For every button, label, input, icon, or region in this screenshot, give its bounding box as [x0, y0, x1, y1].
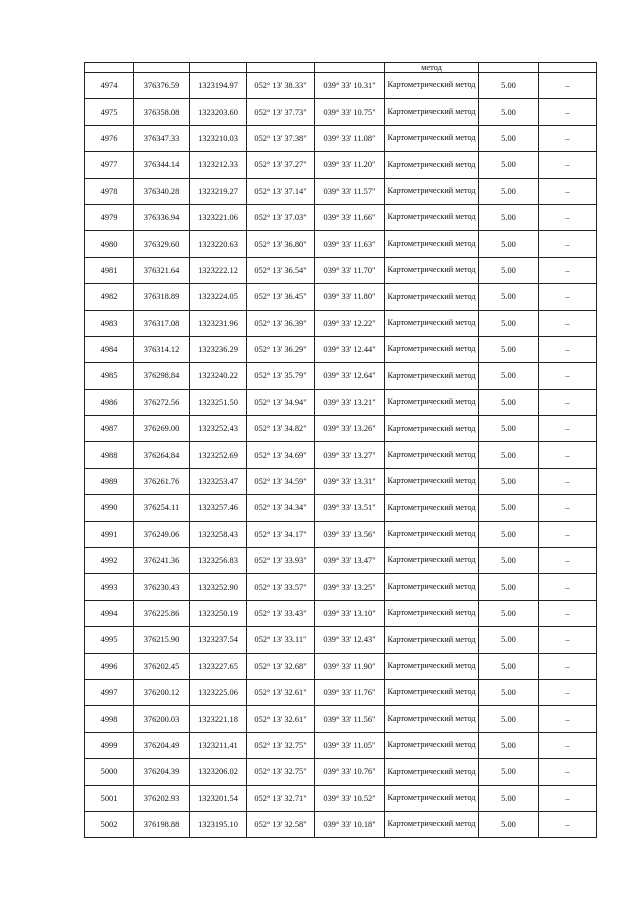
cell-y: 1323250.19	[190, 600, 247, 626]
cell-method: Картометрический метод	[385, 521, 479, 547]
cell-point-number: 4990	[85, 495, 134, 521]
cell-note: –	[539, 495, 597, 521]
cell-accuracy: 5.00	[479, 363, 539, 389]
cell-note: –	[539, 574, 597, 600]
cell-longitude: 039° 33' 13.21"	[315, 389, 385, 415]
cell-x: 376241.36	[134, 548, 190, 574]
cell-longitude: 039° 33' 11.57"	[315, 178, 385, 204]
cell-y: 1323257.46	[190, 495, 247, 521]
cell-latitude: 052° 13' 37.73"	[247, 99, 315, 125]
cell-x: 376347.33	[134, 125, 190, 151]
cell-y: 1323253.47	[190, 468, 247, 494]
cell-method: Картометрический метод	[385, 627, 479, 653]
cell-x: 376230.43	[134, 574, 190, 600]
cell-y: 1323195.10	[190, 811, 247, 837]
cell-method: Картометрический метод	[385, 759, 479, 785]
cell-y: 1323211.41	[190, 732, 247, 758]
cell-y: 1323219.27	[190, 178, 247, 204]
cell-point-number: 4989	[85, 468, 134, 494]
cell-note: –	[539, 152, 597, 178]
cell-latitude: 052° 13' 33.11"	[247, 627, 315, 653]
table-row	[85, 600, 597, 626]
table-row	[85, 732, 597, 758]
cell-y: 1323222.12	[190, 257, 247, 283]
cell-latitude: 052° 13' 35.79"	[247, 363, 315, 389]
cell-method: Картометрический метод	[385, 363, 479, 389]
cell-latitude: 052° 13' 32.75"	[247, 732, 315, 758]
document-page	[84, 62, 597, 838]
cell-accuracy: 5.00	[479, 495, 539, 521]
cell-x: 376314.12	[134, 336, 190, 362]
cell-longitude: 039° 33' 11.70"	[315, 257, 385, 283]
cell-latitude: 052° 13' 34.59"	[247, 468, 315, 494]
cell-y: 1323237.54	[190, 627, 247, 653]
table-row	[85, 231, 597, 257]
cell-point-number: 4981	[85, 257, 134, 283]
cell-method: Картометрический метод	[385, 653, 479, 679]
cell-note: –	[539, 73, 597, 99]
coordinates-table	[84, 62, 597, 838]
cell-note: –	[539, 310, 597, 336]
cell-method: Картометрический метод	[385, 152, 479, 178]
cell-x: 376249.06	[134, 521, 190, 547]
cell-y: 1323224.05	[190, 284, 247, 310]
cell-y: 1323194.97	[190, 73, 247, 99]
cell-longitude: 039° 33' 10.52"	[315, 785, 385, 811]
cell-latitude: 052° 13' 34.69"	[247, 442, 315, 468]
cell-latitude: 052° 13' 37.27"	[247, 152, 315, 178]
table-row	[85, 152, 597, 178]
cell-note: –	[539, 759, 597, 785]
cell-accuracy: 5.00	[479, 416, 539, 442]
cell-accuracy: 5.00	[479, 732, 539, 758]
cell-note: –	[539, 627, 597, 653]
cell-accuracy: 5.00	[479, 627, 539, 653]
cell-point-number: 4983	[85, 310, 134, 336]
cell-y: 1323227.65	[190, 653, 247, 679]
cell-x: 376215.90	[134, 627, 190, 653]
table-row	[85, 548, 597, 574]
cell-method: Картометрический метод	[385, 600, 479, 626]
table-row	[85, 574, 597, 600]
table-row	[85, 257, 597, 283]
cell-longitude: 039° 33' 10.31"	[315, 73, 385, 99]
cell-longitude: 039° 33' 13.47"	[315, 548, 385, 574]
cell-note: –	[539, 653, 597, 679]
cell-method: Картометрический метод	[385, 125, 479, 151]
cell-method: Картометрический метод	[385, 416, 479, 442]
cell-latitude: 052° 13' 34.34"	[247, 495, 315, 521]
table-row	[85, 442, 597, 468]
cell-method: Картометрический метод	[385, 732, 479, 758]
cell-y: 1323212.33	[190, 152, 247, 178]
cell-latitude: 052° 13' 36.29"	[247, 336, 315, 362]
cell-longitude: 039° 33' 12.44"	[315, 336, 385, 362]
cell-method: Картометрический метод	[385, 257, 479, 283]
cell-point-number: 4985	[85, 363, 134, 389]
table-body	[85, 63, 597, 838]
cell-longitude: 039° 33' 11.20"	[315, 152, 385, 178]
cell-point-number: 4978	[85, 178, 134, 204]
cell-x: 376254.11	[134, 495, 190, 521]
cell-latitude: 052° 13' 34.17"	[247, 521, 315, 547]
cell-method: Картометрический метод	[385, 785, 479, 811]
cell-note: –	[539, 99, 597, 125]
cell-accuracy: 5.00	[479, 204, 539, 230]
cell-longitude: 039° 33' 13.27"	[315, 442, 385, 468]
cell-longitude: 039° 33' 11.08"	[315, 125, 385, 151]
cell-y: 1323206.02	[190, 759, 247, 785]
cell-accuracy: 5.00	[479, 152, 539, 178]
cell-longitude: 039° 33' 11.63"	[315, 231, 385, 257]
cell-latitude: 052° 13' 32.61"	[247, 679, 315, 705]
cell-longitude: 039° 33' 13.56"	[315, 521, 385, 547]
table-row	[85, 416, 597, 442]
cell-x: 376344.14	[134, 152, 190, 178]
cell	[85, 63, 134, 73]
cell-y: 1323240.22	[190, 363, 247, 389]
table-row	[85, 178, 597, 204]
cell-latitude: 052° 13' 32.68"	[247, 653, 315, 679]
cell-method: Картометрический метод	[385, 548, 479, 574]
cell-latitude: 052° 13' 32.71"	[247, 785, 315, 811]
cell-method: Картометрический метод	[385, 442, 479, 468]
cell-latitude: 052° 13' 37.38"	[247, 125, 315, 151]
cell	[134, 63, 190, 73]
cell-note: –	[539, 732, 597, 758]
cell-longitude: 039° 33' 13.51"	[315, 495, 385, 521]
cell-accuracy: 5.00	[479, 178, 539, 204]
table-row	[85, 811, 597, 837]
cell-accuracy: 5.00	[479, 99, 539, 125]
cell-y: 1323236.29	[190, 336, 247, 362]
cell-point-number: 4982	[85, 284, 134, 310]
cell-longitude: 039° 33' 13.31"	[315, 468, 385, 494]
table-row	[85, 627, 597, 653]
cell-point-number: 4997	[85, 679, 134, 705]
cell-latitude: 052° 13' 36.80"	[247, 231, 315, 257]
cell-method: Картометрический метод	[385, 468, 479, 494]
cell-latitude: 052° 13' 36.45"	[247, 284, 315, 310]
cell-point-number: 4992	[85, 548, 134, 574]
table-row	[85, 310, 597, 336]
cell-point-number: 4987	[85, 416, 134, 442]
cell-accuracy: 5.00	[479, 73, 539, 99]
cell-x: 376298.84	[134, 363, 190, 389]
cell-x: 376340.28	[134, 178, 190, 204]
cell-method: Картометрический метод	[385, 679, 479, 705]
table-row	[85, 204, 597, 230]
cell-note: –	[539, 548, 597, 574]
cell-x: 376200.03	[134, 706, 190, 732]
cell-x: 376204.49	[134, 732, 190, 758]
cell-note: –	[539, 284, 597, 310]
cell-point-number: 4984	[85, 336, 134, 362]
cell-point-number: 4976	[85, 125, 134, 151]
cell-x: 376269.00	[134, 416, 190, 442]
cell-note: –	[539, 336, 597, 362]
cell-accuracy: 5.00	[479, 284, 539, 310]
cell-note: –	[539, 600, 597, 626]
cell-accuracy: 5.00	[479, 706, 539, 732]
cell-method: Картометрический метод	[385, 284, 479, 310]
cell-longitude: 039° 33' 13.25"	[315, 574, 385, 600]
cell-note: –	[539, 416, 597, 442]
cell-y: 1323252.43	[190, 416, 247, 442]
table-row	[85, 99, 597, 125]
cell-point-number: 4986	[85, 389, 134, 415]
cell-point-number: 4979	[85, 204, 134, 230]
table-row	[85, 468, 597, 494]
cell-method: Картометрический метод	[385, 574, 479, 600]
cell-note: –	[539, 125, 597, 151]
cell-point-number: 4996	[85, 653, 134, 679]
cell-accuracy: 5.00	[479, 811, 539, 837]
cell-point-number: 4974	[85, 73, 134, 99]
cell-y: 1323221.18	[190, 706, 247, 732]
cell-accuracy: 5.00	[479, 574, 539, 600]
cell-longitude: 039° 33' 11.76"	[315, 679, 385, 705]
cell-point-number: 4988	[85, 442, 134, 468]
cell-y: 1323252.69	[190, 442, 247, 468]
cell-point-number: 4977	[85, 152, 134, 178]
table-row	[85, 521, 597, 547]
table-row	[85, 389, 597, 415]
cell-y: 1323221.06	[190, 204, 247, 230]
cell-method: Картометрический метод	[385, 73, 479, 99]
cell-accuracy: 5.00	[479, 679, 539, 705]
cell-accuracy: 5.00	[479, 548, 539, 574]
cell-longitude: 039° 33' 11.56"	[315, 706, 385, 732]
cell-accuracy: 5.00	[479, 442, 539, 468]
cell-method: Картометрический метод	[385, 310, 479, 336]
cell-point-number: 4995	[85, 627, 134, 653]
cell-point-number: 4999	[85, 732, 134, 758]
cell-x: 376202.45	[134, 653, 190, 679]
cell-point-number: 4994	[85, 600, 134, 626]
cell-y: 1323203.60	[190, 99, 247, 125]
table-row	[85, 73, 597, 99]
table-row	[85, 653, 597, 679]
cell-x: 376317.08	[134, 310, 190, 336]
cell-note: –	[539, 706, 597, 732]
cell-method: Картометрический метод	[385, 706, 479, 732]
cell-latitude: 052° 13' 38.33"	[247, 73, 315, 99]
cell-note: –	[539, 442, 597, 468]
cell-note: –	[539, 257, 597, 283]
cell	[247, 63, 315, 73]
cell-x: 376202.93	[134, 785, 190, 811]
cell-note: –	[539, 363, 597, 389]
cell-accuracy: 5.00	[479, 600, 539, 626]
table-row	[85, 759, 597, 785]
cell-x: 376376.59	[134, 73, 190, 99]
cell-point-number: 4975	[85, 99, 134, 125]
cell-point-number: 5000	[85, 759, 134, 785]
cell-latitude: 052° 13' 33.43"	[247, 600, 315, 626]
cell-y: 1323258.43	[190, 521, 247, 547]
cell	[539, 63, 597, 73]
cell-accuracy: 5.00	[479, 336, 539, 362]
cell-accuracy: 5.00	[479, 389, 539, 415]
cell-y: 1323225.06	[190, 679, 247, 705]
cell-latitude: 052° 13' 36.54"	[247, 257, 315, 283]
cell-point-number: 4993	[85, 574, 134, 600]
cell-longitude: 039° 33' 12.43"	[315, 627, 385, 653]
table-row	[85, 363, 597, 389]
cell-x: 376272.56	[134, 389, 190, 415]
cell-x: 376200.12	[134, 679, 190, 705]
cell	[190, 63, 247, 73]
cell-longitude: 039° 33' 10.76"	[315, 759, 385, 785]
cell	[315, 63, 385, 73]
cell-note: –	[539, 389, 597, 415]
cell-x: 376261.76	[134, 468, 190, 494]
cell-method: Картометрический метод	[385, 495, 479, 521]
cell-longitude: 039° 33' 12.64"	[315, 363, 385, 389]
cell-note: –	[539, 178, 597, 204]
cell-x: 376318.89	[134, 284, 190, 310]
cell-accuracy: 5.00	[479, 125, 539, 151]
cell-note: –	[539, 679, 597, 705]
cell-method: Картометрический метод	[385, 99, 479, 125]
table-row	[85, 785, 597, 811]
cell-accuracy: 5.00	[479, 759, 539, 785]
cell-longitude: 039° 33' 10.18"	[315, 811, 385, 837]
table-row	[85, 706, 597, 732]
cell-y: 1323201.54	[190, 785, 247, 811]
cell-method: Картометрический метод	[385, 204, 479, 230]
cell-note: –	[539, 811, 597, 837]
cell-method: Картометрический метод	[385, 178, 479, 204]
cell-point-number: 4980	[85, 231, 134, 257]
continuation-row	[85, 63, 597, 73]
cell-latitude: 052° 13' 34.94"	[247, 389, 315, 415]
cell-y: 1323252.90	[190, 574, 247, 600]
table-row	[85, 284, 597, 310]
cell-longitude: 039° 33' 12.22"	[315, 310, 385, 336]
cell-longitude: 039° 33' 13.10"	[315, 600, 385, 626]
cell-latitude: 052° 13' 32.61"	[247, 706, 315, 732]
cell-latitude: 052° 13' 33.57"	[247, 574, 315, 600]
cell-accuracy: 5.00	[479, 310, 539, 336]
cell-latitude: 052° 13' 32.58"	[247, 811, 315, 837]
cell-y: 1323220.63	[190, 231, 247, 257]
table-row	[85, 336, 597, 362]
cell-point-number: 5001	[85, 785, 134, 811]
table-row	[85, 679, 597, 705]
cell-y: 1323251.50	[190, 389, 247, 415]
cell-y: 1323231.96	[190, 310, 247, 336]
cell-latitude: 052° 13' 32.75"	[247, 759, 315, 785]
cell-note: –	[539, 204, 597, 230]
cell-accuracy: 5.00	[479, 521, 539, 547]
table-row	[85, 125, 597, 151]
cell-point-number: 4991	[85, 521, 134, 547]
table-row	[85, 495, 597, 521]
cell-accuracy: 5.00	[479, 653, 539, 679]
cell-accuracy: 5.00	[479, 468, 539, 494]
cell-x: 376198.88	[134, 811, 190, 837]
cell-longitude: 039° 33' 11.80"	[315, 284, 385, 310]
cell-latitude: 052° 13' 36.39"	[247, 310, 315, 336]
cell-x: 376264.84	[134, 442, 190, 468]
cell-x: 376225.86	[134, 600, 190, 626]
cell-longitude: 039° 33' 11.66"	[315, 204, 385, 230]
cell-x: 376358.08	[134, 99, 190, 125]
cell-longitude: 039° 33' 11.90"	[315, 653, 385, 679]
cell-accuracy: 5.00	[479, 231, 539, 257]
cell	[479, 63, 539, 73]
cell-latitude: 052° 13' 37.03"	[247, 204, 315, 230]
cell-note: –	[539, 468, 597, 494]
cell-y: 1323256.83	[190, 548, 247, 574]
cell-method: метод	[385, 63, 479, 73]
cell-longitude: 039° 33' 10.75"	[315, 99, 385, 125]
cell-note: –	[539, 521, 597, 547]
cell-latitude: 052° 13' 33.93"	[247, 548, 315, 574]
cell-point-number: 5002	[85, 811, 134, 837]
cell-x: 376336.94	[134, 204, 190, 230]
cell-accuracy: 5.00	[479, 785, 539, 811]
cell-latitude: 052° 13' 37.14"	[247, 178, 315, 204]
cell-note: –	[539, 785, 597, 811]
cell-method: Картометрический метод	[385, 231, 479, 257]
cell-point-number: 4998	[85, 706, 134, 732]
cell-longitude: 039° 33' 11.05"	[315, 732, 385, 758]
cell-method: Картометрический метод	[385, 389, 479, 415]
cell-latitude: 052° 13' 34.82"	[247, 416, 315, 442]
cell-x: 376321.64	[134, 257, 190, 283]
cell-y: 1323210.03	[190, 125, 247, 151]
cell-method: Картометрический метод	[385, 336, 479, 362]
cell-x: 376329.60	[134, 231, 190, 257]
cell-method: Картометрический метод	[385, 811, 479, 837]
cell-longitude: 039° 33' 13.26"	[315, 416, 385, 442]
cell-accuracy: 5.00	[479, 257, 539, 283]
cell-note: –	[539, 231, 597, 257]
cell-x: 376204.39	[134, 759, 190, 785]
